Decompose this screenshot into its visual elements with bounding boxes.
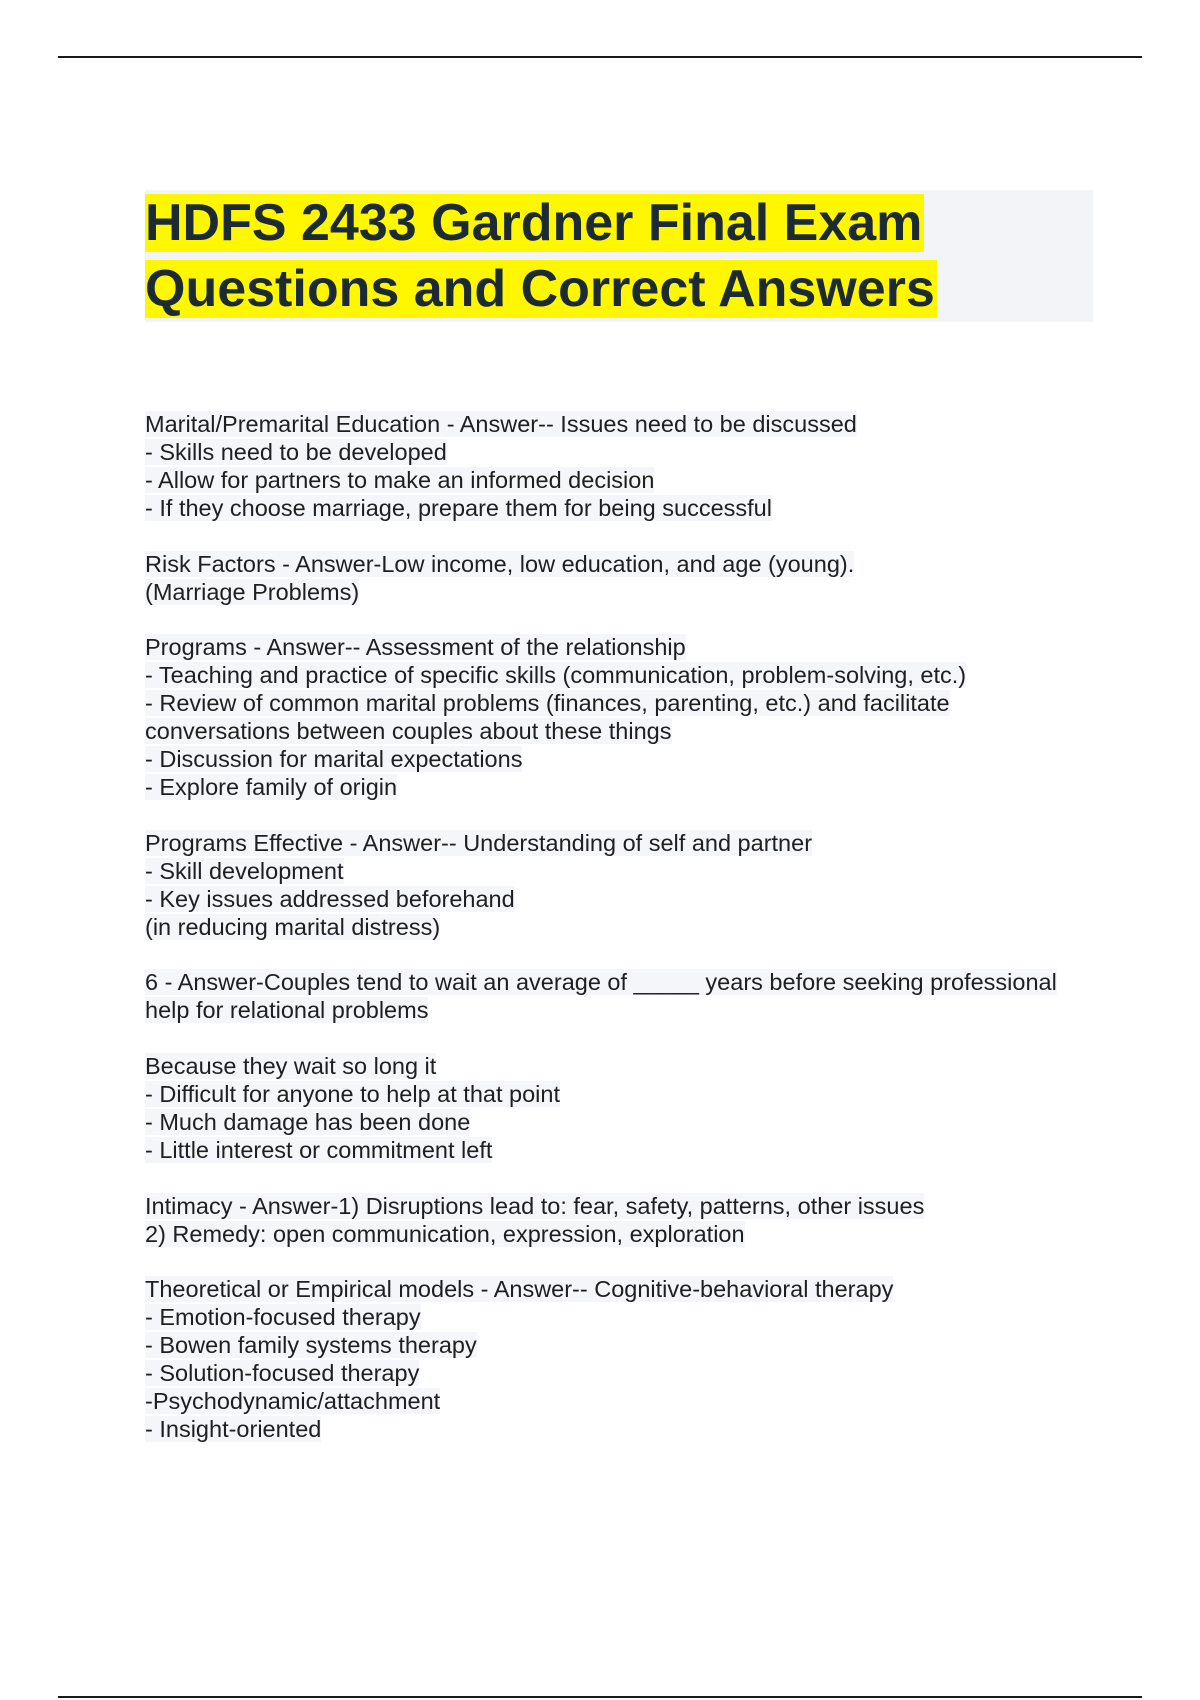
qa-line [145,1052,1090,1080]
qa-entry [145,829,1090,941]
qa-entry [145,550,1090,606]
qa-line [145,745,1090,773]
qa-line-text: Because they wait so long it [145,1052,437,1079]
qa-line [145,1303,1090,1331]
qa-entry [145,410,1090,522]
qa-line-text: Programs - Answer-- Assessment of the relationship [145,634,686,661]
qa-line [145,578,1090,606]
qa-line-text: - Little interest or commitment left [145,1136,493,1163]
qa-line [145,829,1090,857]
qa-line-text: (in reducing marital distress) [145,913,441,940]
top-rule [58,56,1142,58]
bottom-rule [58,1696,1142,1698]
qa-entry [145,968,1090,1024]
qa-line [145,1415,1090,1443]
qa-line [145,1331,1090,1359]
qa-line-text: - Teaching and practice of specific skills (communication, problem-solving, etc.) [145,662,967,689]
qa-line-text: 2) Remedy: open communication, expression, exploration [145,1220,745,1247]
qa-line [145,996,1090,1024]
qa-entry [145,633,1090,801]
qa-line [145,1192,1090,1220]
qa-line-text: - Solution-focused therapy [145,1360,420,1387]
qa-list [145,410,1090,1471]
qa-line-text: - Review of common marital problems (finances, parenting, etc.) and facilitate [145,690,950,717]
qa-line-text: Marital/Premarital Education - Answer-- Issues need to be discussed [145,411,857,437]
qa-line-text: Theoretical or Empirical models - Answer-- Cognitive-behavioral therapy [145,1276,894,1303]
qa-line [145,717,1090,745]
qa-line [145,1275,1090,1303]
qa-line [145,968,1090,996]
qa-line [145,438,1090,466]
title-line-2: Questions and Correct Answers [145,260,935,318]
qa-line [145,885,1090,913]
qa-line-text: Risk Factors - Answer-Low income, low education, and age (young). [145,550,855,577]
qa-line [145,1108,1090,1136]
qa-line-text: 6 - Answer-Couples tend to wait an average of _____ years before seeking professional [145,969,1057,996]
qa-line [145,550,1090,578]
qa-line-text: conversations between couples about these things [145,718,672,745]
qa-line [145,1080,1090,1108]
qa-line-text: - Key issues addressed beforehand [145,885,515,912]
qa-line-text: - Allow for partners to make an informed decision [145,467,655,493]
title-line-1: HDFS 2433 Gardner Final Exam [145,194,923,252]
qa-line-text: - Difficult for anyone to help at that point [145,1080,560,1107]
qa-entry [145,1275,1090,1443]
qa-line-text: - Bowen family systems therapy [145,1332,477,1359]
qa-line [145,494,1090,522]
qa-line-text: - Emotion-focused therapy [145,1304,421,1331]
qa-line-text: help for relational problems [145,997,429,1024]
qa-line [145,773,1090,801]
qa-line [145,410,1090,438]
qa-line-text: Programs Effective - Answer-- Understanding of self and partner [145,829,813,856]
page-title [145,190,1085,322]
qa-line-text: -Psychodynamic/attachment [145,1388,441,1415]
qa-line [145,1359,1090,1387]
qa-line-text: (Marriage Problems) [145,578,360,605]
qa-line-text: Intimacy - Answer-1) Disruptions lead to: fear, safety, patterns, other issues [145,1192,925,1219]
qa-line [145,633,1090,661]
qa-line [145,1220,1090,1248]
qa-line [145,913,1090,941]
qa-line-text: - Explore family of origin [145,774,398,801]
qa-line-text: - Insight-oriented [145,1416,322,1443]
qa-line-text: - Skills need to be developed [145,439,447,465]
qa-line [145,1136,1090,1164]
qa-entry [145,1052,1090,1164]
qa-line [145,466,1090,494]
qa-line [145,661,1090,689]
qa-line [145,1387,1090,1415]
qa-line-text: - Much damage has been done [145,1108,471,1135]
qa-entry [145,1192,1090,1248]
qa-line [145,689,1090,717]
qa-line-text: - Skill development [145,857,344,884]
qa-line-text: - If they choose marriage, prepare them for being successful [145,495,772,521]
qa-line [145,857,1090,885]
qa-line-text: - Discussion for marital expectations [145,746,523,773]
